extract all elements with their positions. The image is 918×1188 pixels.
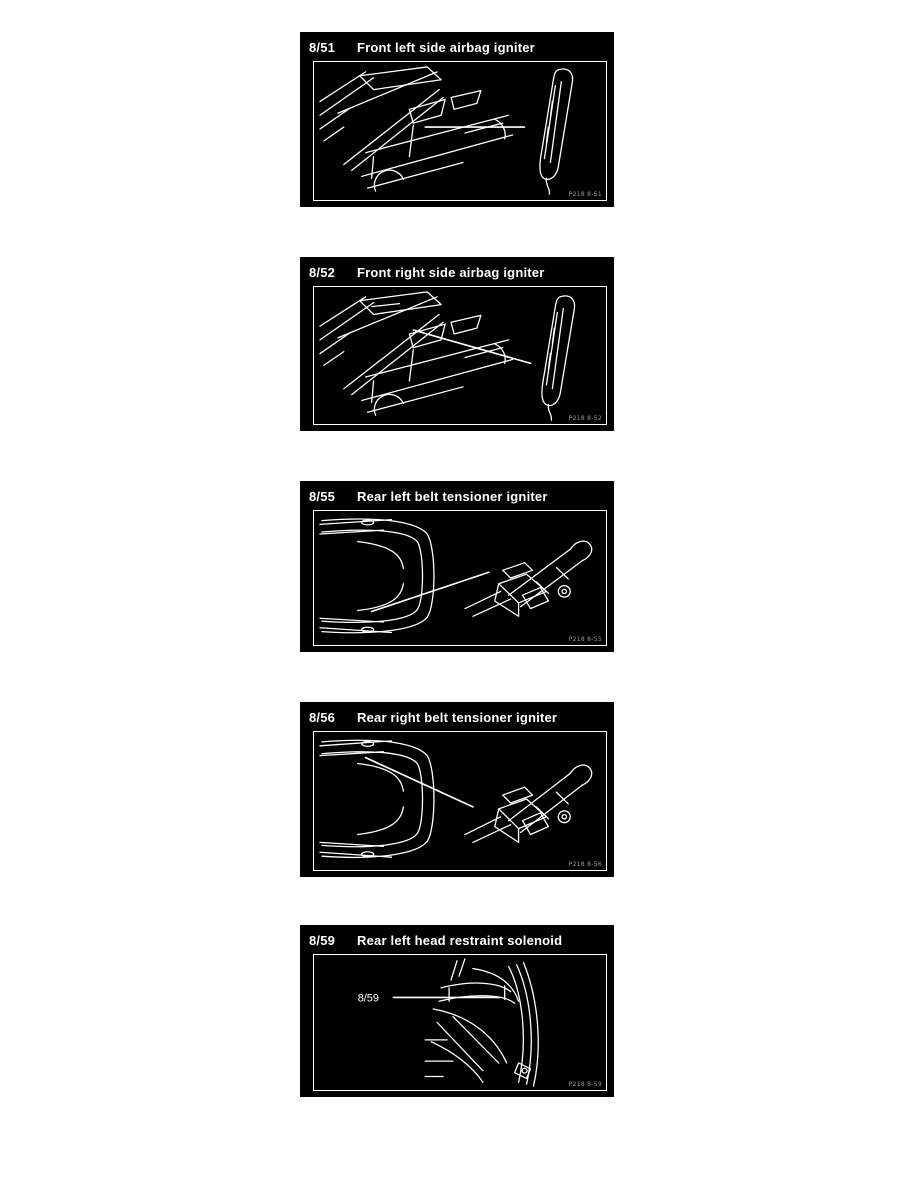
figure-number: 8/51 (309, 40, 336, 55)
belt-tensioner-illustration (314, 511, 606, 645)
figure-reference-code: P218 8-59 (568, 1081, 602, 1088)
figure-plate (313, 61, 607, 201)
figure-number: 8/55 (309, 489, 336, 504)
figure-plate (313, 510, 607, 646)
figure-panel-8-59 (300, 925, 614, 1097)
head-restraint-illustration (314, 955, 606, 1090)
figure-title: Front left side airbag igniter (357, 40, 535, 55)
figure-reference-code: P218 8-56 (568, 861, 602, 868)
figure-title: Rear left head restraint solenoid (357, 933, 563, 948)
figure-number: 8/52 (309, 265, 336, 280)
figure-plate (313, 731, 607, 871)
callout-8-59-label: 8/59 (357, 992, 379, 1005)
figure-reference-code: P218 8-52 (568, 415, 602, 422)
figure-plate (313, 954, 607, 1091)
figure-title: Front right side airbag igniter (357, 265, 545, 280)
figure-title: Rear left belt tensioner igniter (357, 489, 548, 504)
figure-title: Rear right belt tensioner igniter (357, 710, 558, 725)
belt-tensioner-illustration (314, 732, 606, 870)
figure-plate (313, 286, 607, 425)
figure-reference-code: P218 8-55 (568, 636, 602, 643)
figure-reference-code: P218 8-51 (568, 191, 602, 198)
figure-number: 8/59 (309, 933, 336, 948)
figure-panel-8-55 (300, 481, 614, 652)
figure-number: 8/56 (309, 710, 336, 725)
car-side-airbag-illustration (314, 62, 606, 200)
car-side-airbag-illustration (314, 287, 606, 424)
figure-panel-8-52 (300, 257, 614, 431)
figure-panel-8-56 (300, 702, 614, 877)
figure-panel-8-51 (300, 32, 614, 207)
